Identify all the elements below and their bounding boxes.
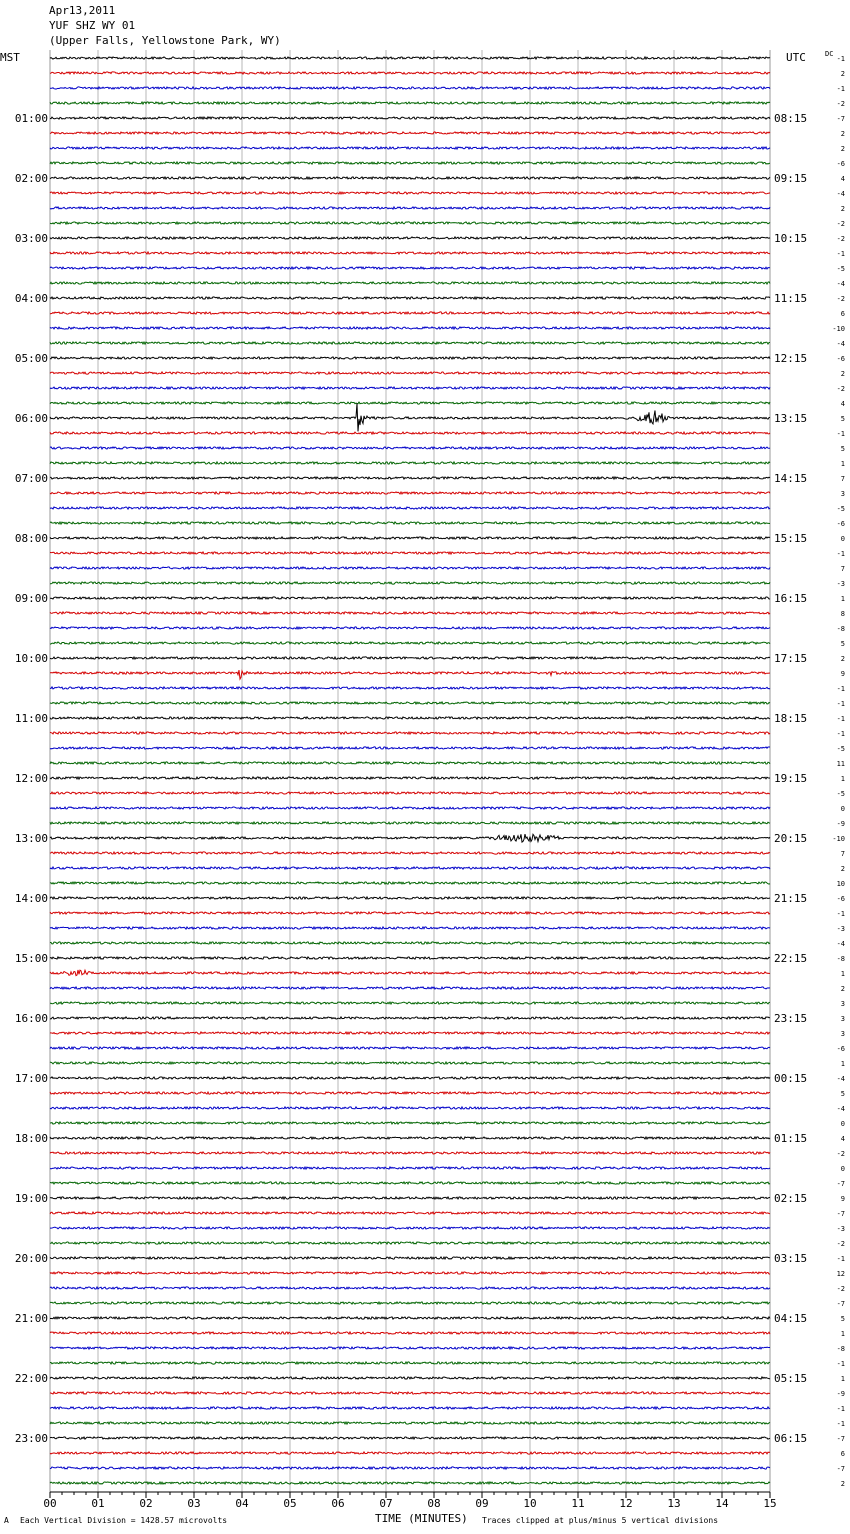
mst-hour-label: 18:00 <box>14 1132 48 1145</box>
seismic-trace <box>50 432 770 434</box>
dc-offset: -4 <box>836 940 845 948</box>
clip-note: Traces clipped at plus/minus 5 vertical divisions <box>482 1516 719 1525</box>
seismic-traces <box>50 57 770 1484</box>
dc-offset: -10 <box>832 835 845 843</box>
seismic-trace <box>50 357 770 359</box>
x-tick-label: 08 <box>427 1497 441 1510</box>
seismic-trace <box>50 1212 770 1214</box>
dc-offset: 11 <box>836 760 845 768</box>
mst-hour-label: 22:00 <box>14 1372 48 1385</box>
seismic-trace <box>50 1137 770 1139</box>
dc-offset: 1 <box>840 460 845 468</box>
dc-offset: -4 <box>836 1075 845 1083</box>
dc-offset: -6 <box>836 160 845 168</box>
dc-offset: 7 <box>840 475 845 483</box>
dc-offset: -2 <box>836 100 845 108</box>
seismic-trace <box>50 372 770 374</box>
seismic-trace <box>50 192 770 194</box>
seismic-trace <box>50 897 770 899</box>
dc-offset: 3 <box>840 490 845 498</box>
dc-offset: 5 <box>840 415 845 423</box>
utc-hour-label: 22:15 <box>774 952 808 965</box>
dc-offset: 1 <box>840 1060 845 1068</box>
utc-hour-label: 12:15 <box>774 352 808 365</box>
dc-offset: -8 <box>836 1345 845 1353</box>
dc-offset: -3 <box>836 1225 845 1233</box>
seismic-trace <box>50 102 770 104</box>
x-tick-label: 00 <box>43 1497 57 1510</box>
seismic-trace <box>50 657 770 659</box>
seismic-trace <box>50 1407 770 1409</box>
seismic-trace <box>50 1257 770 1259</box>
seismic-trace <box>50 867 770 869</box>
dc-offset: 1 <box>840 775 845 783</box>
dc-offset: -7 <box>836 1435 845 1443</box>
seismic-trace <box>50 327 770 329</box>
seismic-trace <box>50 1482 770 1484</box>
seismic-trace <box>50 207 770 209</box>
dc-offset: 5 <box>840 445 845 453</box>
utc-hour-label: 18:15 <box>774 712 808 725</box>
dc-offset: 0 <box>840 535 845 543</box>
seismic-trace <box>50 612 770 614</box>
dc-offset: -6 <box>836 355 845 363</box>
mst-hour-label: 02:00 <box>14 172 48 185</box>
seismic-trace <box>50 162 770 164</box>
dc-offset: 8 <box>840 610 845 618</box>
dc-offset: 2 <box>840 70 845 78</box>
dc-offset: -1 <box>836 1360 845 1368</box>
seismic-trace <box>50 912 770 914</box>
utc-hour-label: 13:15 <box>774 412 808 425</box>
x-tick-label: 01 <box>91 1497 105 1510</box>
dc-offset: 4 <box>840 400 845 408</box>
seismic-trace <box>50 1017 770 1019</box>
dc-offset: -7 <box>836 1180 845 1188</box>
seismic-trace <box>50 72 770 74</box>
plot-date: Apr13,2011 <box>49 4 116 17</box>
seismic-trace <box>50 147 770 149</box>
mst-hour-label: 01:00 <box>14 112 48 125</box>
seismic-trace <box>50 87 770 89</box>
seismic-trace <box>50 537 770 539</box>
mst-hour-label: 10:00 <box>14 652 48 665</box>
dc-label: DC <box>825 50 834 58</box>
mst-hour-label: 17:00 <box>14 1072 48 1085</box>
x-tick-label: 02 <box>139 1497 153 1510</box>
seismic-trace <box>50 117 770 119</box>
x-tick-label: 04 <box>235 1497 249 1510</box>
seismic-trace <box>50 834 770 842</box>
dc-offset: 3 <box>840 1015 845 1023</box>
dc-offset: 2 <box>840 1480 845 1488</box>
seismic-trace <box>50 822 770 824</box>
dc-offset: 6 <box>840 310 845 318</box>
dc-offset: -10 <box>832 325 845 333</box>
seismic-trace <box>50 267 770 269</box>
seismic-trace <box>50 507 770 509</box>
seismic-trace <box>50 852 770 854</box>
seismic-trace <box>50 282 770 284</box>
seismic-trace <box>50 732 770 734</box>
mst-hour-label: 07:00 <box>14 472 48 485</box>
x-tick-label: 09 <box>475 1497 489 1510</box>
dc-offset: 5 <box>840 1090 845 1098</box>
seismic-trace <box>50 1317 770 1319</box>
seismic-trace <box>50 1377 770 1379</box>
dc-offset: -1 <box>836 1420 845 1428</box>
seismic-trace <box>50 1032 770 1034</box>
mst-hour-label: 09:00 <box>14 592 48 605</box>
seismic-trace <box>50 222 770 224</box>
mst-hour-label: 19:00 <box>14 1192 48 1205</box>
dc-offset: 2 <box>840 865 845 873</box>
seismic-trace <box>50 687 770 689</box>
x-tick-label: 14 <box>715 1497 729 1510</box>
utc-hour-label: 03:15 <box>774 1252 808 1265</box>
dc-offset: 2 <box>840 145 845 153</box>
seismic-trace <box>50 1167 770 1169</box>
seismic-trace <box>50 942 770 944</box>
x-tick-label: 06 <box>331 1497 345 1510</box>
utc-hour-label: 00:15 <box>774 1072 808 1085</box>
dc-offset: -1 <box>836 550 845 558</box>
x-tick-label: 03 <box>187 1497 201 1510</box>
dc-offset: -2 <box>836 385 845 393</box>
mst-hour-label: 15:00 <box>14 952 48 965</box>
seismic-trace <box>50 402 770 404</box>
dc-offset: -2 <box>836 220 845 228</box>
dc-offset: -1 <box>836 685 845 693</box>
seismic-trace <box>50 1197 770 1199</box>
dc-offset: 3 <box>840 1030 845 1038</box>
dc-offset: 4 <box>840 1135 845 1143</box>
seismic-trace <box>50 717 770 719</box>
utc-hour-label: 09:15 <box>774 172 808 185</box>
dc-offset: 0 <box>840 805 845 813</box>
x-tick-label: 07 <box>379 1497 393 1510</box>
seismic-trace <box>50 792 770 794</box>
seismic-trace <box>50 1242 770 1244</box>
utc-hour-labels <box>774 112 807 1445</box>
x-tick-label: 15 <box>763 1497 777 1510</box>
dc-offset: -5 <box>836 505 845 513</box>
dc-offset: 2 <box>840 205 845 213</box>
mst-hour-label: 08:00 <box>14 532 48 545</box>
dc-offset: -2 <box>836 295 845 303</box>
dc-offset: -1 <box>836 1405 845 1413</box>
dc-offset: 6 <box>840 1450 845 1458</box>
mst-hour-label: 14:00 <box>14 892 48 905</box>
mst-hour-labels <box>15 112 48 1445</box>
seismic-trace <box>50 567 770 569</box>
seismic-trace <box>50 1152 770 1154</box>
dc-offset: -1 <box>836 715 845 723</box>
seismic-trace <box>50 342 770 344</box>
seismic-trace <box>50 1362 770 1364</box>
seismic-trace <box>50 492 770 494</box>
seismic-trace <box>50 1347 770 1349</box>
x-tick-label: 13 <box>667 1497 681 1510</box>
mst-hour-label: 11:00 <box>14 712 48 725</box>
seismic-trace <box>50 522 770 524</box>
utc-hour-label: 19:15 <box>774 772 808 785</box>
dc-offset: -2 <box>836 1285 845 1293</box>
mst-hour-label: 21:00 <box>14 1312 48 1325</box>
seismic-trace <box>50 387 770 389</box>
dc-offset: -4 <box>836 1105 845 1113</box>
seismic-trace <box>50 807 770 809</box>
dc-offset: -4 <box>836 340 845 348</box>
utc-hour-label: 01:15 <box>774 1132 808 1145</box>
seismic-trace <box>50 747 770 749</box>
dc-offset: 3 <box>840 1000 845 1008</box>
seismic-trace <box>50 1437 770 1439</box>
dc-offset: -5 <box>836 265 845 273</box>
utc-hour-label: 21:15 <box>774 892 808 905</box>
utc-hour-label: 02:15 <box>774 1192 808 1205</box>
dc-offset: -4 <box>836 190 845 198</box>
utc-hour-label: 11:15 <box>774 292 808 305</box>
seismic-trace <box>50 1332 770 1334</box>
dc-offset: -1 <box>836 700 845 708</box>
dc-offset: -1 <box>836 250 845 258</box>
mst-hour-label: 23:00 <box>14 1432 48 1445</box>
seismic-trace <box>50 57 770 59</box>
dc-offset: -8 <box>836 625 845 633</box>
dc-offset: -7 <box>836 115 845 123</box>
seismic-trace <box>50 1452 770 1454</box>
seismic-trace <box>50 762 770 764</box>
seismic-trace <box>50 1107 770 1109</box>
seismic-trace <box>50 1062 770 1064</box>
dc-offset: -5 <box>836 790 845 798</box>
seismic-trace <box>50 1077 770 1079</box>
utc-hour-label: 08:15 <box>774 112 808 125</box>
dc-offset: 2 <box>840 985 845 993</box>
seismic-trace <box>50 297 770 299</box>
dc-offset: 2 <box>840 130 845 138</box>
dc-offset: -2 <box>836 1150 845 1158</box>
seismic-trace <box>50 132 770 134</box>
dc-offset: -1 <box>836 430 845 438</box>
dc-offset: -9 <box>836 820 845 828</box>
dc-offset: 2 <box>840 370 845 378</box>
dc-offset: -1 <box>836 730 845 738</box>
dc-offset: -1 <box>836 910 845 918</box>
seismic-trace <box>50 970 770 976</box>
dc-offset: -4 <box>836 280 845 288</box>
time-axis <box>43 1492 776 1510</box>
seismic-trace <box>50 552 770 554</box>
seismic-trace <box>50 597 770 599</box>
utc-hour-label: 14:15 <box>774 472 808 485</box>
dc-offset: 2 <box>840 655 845 663</box>
dc-offset: -1 <box>836 1255 845 1263</box>
dc-offset: 1 <box>840 1330 845 1338</box>
seismic-trace <box>50 403 770 431</box>
corner-mark: A <box>4 1516 9 1525</box>
dc-offset: -7 <box>836 1210 845 1218</box>
dc-offset: -6 <box>836 895 845 903</box>
mst-label: MST <box>0 51 20 64</box>
seismic-trace <box>50 1287 770 1289</box>
seismic-trace <box>50 1092 770 1094</box>
seismic-trace <box>50 627 770 629</box>
dc-offset: -1 <box>836 55 845 63</box>
mst-hour-label: 06:00 <box>14 412 48 425</box>
dc-offset: 12 <box>836 1270 845 1278</box>
utc-hour-label: 06:15 <box>774 1432 808 1445</box>
dc-offset: 0 <box>840 1120 845 1128</box>
utc-hour-label: 10:15 <box>774 232 808 245</box>
dc-offset: 7 <box>840 565 845 573</box>
seismic-trace <box>50 1392 770 1394</box>
seismic-trace <box>50 1122 770 1124</box>
dc-offset: 5 <box>840 640 845 648</box>
utc-hour-label: 23:15 <box>774 1012 808 1025</box>
dc-offset: -3 <box>836 580 845 588</box>
mst-hour-label: 12:00 <box>14 772 48 785</box>
mst-hour-label: 16:00 <box>14 1012 48 1025</box>
dc-offset: 10 <box>836 880 845 888</box>
utc-hour-label: 20:15 <box>774 832 808 845</box>
dc-offset: 4 <box>840 175 845 183</box>
dc-offset: -3 <box>836 925 845 933</box>
x-tick-label: 12 <box>619 1497 633 1510</box>
utc-hour-label: 15:15 <box>774 532 808 545</box>
time-gridlines <box>50 50 770 1492</box>
mst-hour-label: 03:00 <box>14 232 48 245</box>
seismic-trace <box>50 670 770 679</box>
dc-offset: -9 <box>836 1390 845 1398</box>
seismic-trace <box>50 252 770 254</box>
utc-hour-label: 05:15 <box>774 1372 808 1385</box>
seismic-trace <box>50 462 770 464</box>
x-axis-title: TIME (MINUTES) <box>375 1512 468 1525</box>
seismic-trace <box>50 447 770 449</box>
dc-offset: -2 <box>836 1240 845 1248</box>
utc-hour-label: 16:15 <box>774 592 808 605</box>
seismic-trace <box>50 702 770 704</box>
dc-offset: -8 <box>836 955 845 963</box>
seismic-trace <box>50 777 770 779</box>
seismic-trace <box>50 477 770 479</box>
seismic-trace <box>50 1302 770 1304</box>
seismic-trace <box>50 237 770 239</box>
dc-offset: -6 <box>836 520 845 528</box>
dc-offset: 9 <box>840 1195 845 1203</box>
x-tick-label: 11 <box>571 1497 585 1510</box>
mst-hour-label: 13:00 <box>14 832 48 845</box>
seismic-trace <box>50 1422 770 1424</box>
dc-offset: 1 <box>840 970 845 978</box>
dc-offset: 0 <box>840 1165 845 1173</box>
seismic-trace <box>50 1227 770 1229</box>
scale-note: Each Vertical Division = 1428.57 microvolts <box>20 1516 228 1525</box>
seismic-trace <box>50 177 770 179</box>
mst-hour-label: 04:00 <box>14 292 48 305</box>
seismic-trace <box>50 927 770 929</box>
utc-hour-label: 04:15 <box>774 1312 808 1325</box>
utc-hour-label: 17:15 <box>774 652 808 665</box>
seismic-trace <box>50 582 770 584</box>
seismic-trace <box>50 1002 770 1004</box>
mst-hour-label: 05:00 <box>14 352 48 365</box>
x-tick-label: 10 <box>523 1497 537 1510</box>
dc-offset: 9 <box>840 670 845 678</box>
dc-offset: -7 <box>836 1465 845 1473</box>
seismic-trace <box>50 987 770 989</box>
seismic-trace <box>50 1182 770 1184</box>
seismic-trace <box>50 312 770 314</box>
seismic-trace <box>50 957 770 959</box>
dc-offset: -7 <box>836 1300 845 1308</box>
seismic-trace <box>50 1467 770 1469</box>
seismic-trace <box>50 882 770 884</box>
dc-offset: -2 <box>836 235 845 243</box>
dc-offset: -5 <box>836 745 845 753</box>
seismic-trace <box>50 642 770 644</box>
mst-hour-label: 20:00 <box>14 1252 48 1265</box>
dc-offset: -1 <box>836 85 845 93</box>
seismic-trace <box>50 1272 770 1274</box>
station-code: YUF SHZ WY 01 <box>49 19 136 32</box>
dc-offset: 5 <box>840 1315 845 1323</box>
dc-offset-labels <box>832 55 845 1488</box>
station-location: (Upper Falls, Yellowstone Park, WY) <box>49 34 281 47</box>
dc-offset: 1 <box>840 1375 845 1383</box>
seismic-trace <box>50 1047 770 1049</box>
x-tick-label: 05 <box>283 1497 297 1510</box>
dc-offset: -6 <box>836 1045 845 1053</box>
dc-offset: 1 <box>840 595 845 603</box>
utc-label: UTC <box>786 51 806 64</box>
dc-offset: 7 <box>840 850 845 858</box>
